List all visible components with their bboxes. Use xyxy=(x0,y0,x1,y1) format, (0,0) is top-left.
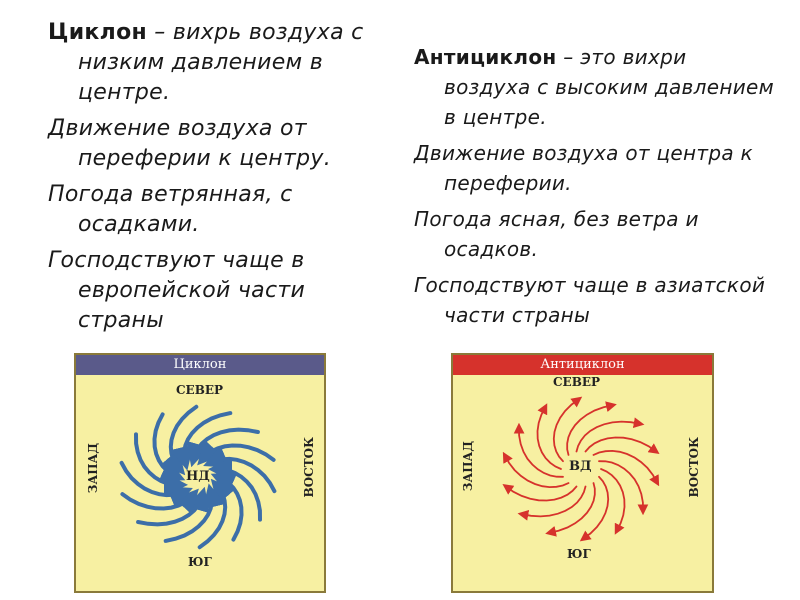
cyclone-diagram xyxy=(74,353,326,593)
anticyclone-north-label: СЕВЕР xyxy=(553,375,601,389)
anticyclone-arrow xyxy=(538,406,562,469)
anticyclone-arrow xyxy=(505,486,576,500)
cyclone-diagram-title: Циклон xyxy=(76,355,324,375)
cyclone-arrow xyxy=(203,446,274,460)
anticyclone-arrow xyxy=(554,399,580,461)
cyclone-movement: Движение воздуха от переферии к центру. xyxy=(48,116,331,171)
cyclone-south-label: ЮГ xyxy=(188,555,212,569)
cyclone-text-column xyxy=(48,18,398,342)
anticyclone-center-label: ВД xyxy=(569,459,592,474)
cyclone-arrow xyxy=(211,459,275,491)
cyclone-north-label: СЕВЕР xyxy=(176,383,224,397)
anticyclone-diagram xyxy=(451,353,714,593)
cyclone-term: Циклон xyxy=(48,20,147,45)
anticyclone-arrow xyxy=(577,422,641,452)
cyclone-definition xyxy=(48,18,398,108)
cyclone-east-label: ВОСТОК xyxy=(302,437,316,498)
anticyclone-weather: Погода ясная, без ветра и осадков. xyxy=(414,207,699,261)
anticyclone-arrow xyxy=(521,487,585,517)
cyclone-center-label: НД xyxy=(186,469,210,484)
cyclone-definition-text: – вихрь воздуха с низким давлением в центре. xyxy=(78,20,364,105)
cyclone-west-label: ЗАПАД xyxy=(86,443,100,494)
anticyclone-diagram-title: Антициклон xyxy=(453,355,712,375)
anticyclone-text-column xyxy=(414,42,774,336)
anticyclone-south-label: ЮГ xyxy=(567,547,591,561)
anticyclone-term: Антициклон xyxy=(414,45,557,69)
anticyclone-arrow xyxy=(594,451,658,483)
anticyclone-definition-text: – это вихри воздуха с высоким давлением в центре. xyxy=(444,45,774,129)
anticyclone-definition xyxy=(414,42,774,132)
cyclone-weather: Погода ветрянная, с осадками. xyxy=(48,182,293,237)
anticyclone-arrow xyxy=(586,438,657,452)
cyclone-prevalence: Господствуют чаще в европейской части страны xyxy=(48,248,306,333)
cyclone-arrow xyxy=(155,414,179,477)
anticyclone-movement: Движение воздуха от центра к переферии. xyxy=(414,141,753,195)
anticyclone-arrow xyxy=(601,469,625,532)
anticyclone-arrow xyxy=(505,455,569,487)
anticyclone-prevalence: Господствуют чаще в азиатской части страны xyxy=(414,273,766,327)
anticyclone-west-label: ЗАПАД xyxy=(461,441,475,492)
cyclone-arrow xyxy=(218,477,242,540)
cyclone-arrow xyxy=(122,463,186,495)
cyclone-arrow xyxy=(122,494,193,508)
anticyclone-arrow xyxy=(583,477,609,539)
anticyclone-east-label: ВОСТОК xyxy=(687,437,701,498)
